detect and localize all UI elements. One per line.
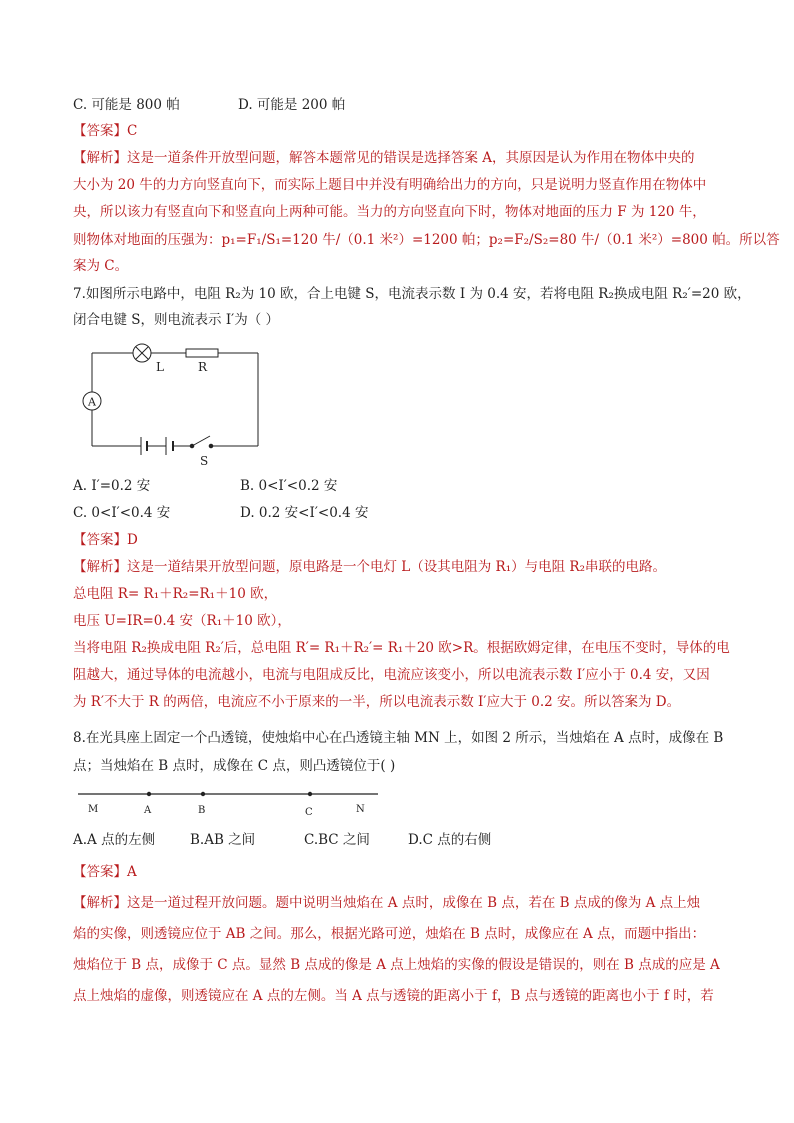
analysis-line: 阻越大，通过导体的电流越小，电流与电阻成反比，电流应该变小，所以电流表示数 I′应小于 0.4 安，又因 (73, 667, 710, 683)
answer-tag: 【答案】 (73, 864, 127, 880)
option-d: D. 可能是 200 帕 (238, 97, 346, 113)
analysis-line: 当将电阻 R₂换成电阻 R₂′后，总电阻 R′= R₁＋R₂′= R₁＋20 欧>R。根据欧姆定律，在电压不变时，导体的电 (73, 640, 730, 656)
answer-line (73, 530, 138, 550)
option-a: A. I′=0.2 安 (73, 478, 151, 494)
analysis-line: 为 R′不大于 R 的两倍，电流应不小于原来的一半，所以电流表示数 I′应大于 0.2 安。所以答案为 D。 (73, 694, 681, 710)
option-d: D. 0.2 安<I′<0.4 安 (240, 505, 369, 521)
label-c: C (305, 807, 313, 818)
analysis-line: 大小为 20 牛的力方向竖直向下，而实际上题目中并没有明确给出力的方向，只是说明力竖直作用在物体中 (73, 177, 707, 193)
analysis-line: 电压 U=IR=0.4 安（R₁＋10 欧）， (73, 613, 291, 629)
answer-line (73, 862, 137, 882)
analysis-text: 这是一道过程开放问题。题中说明当烛焰在 A 点时，成像在 B 点，若在 B 点成的像为 A 点上烛 (127, 895, 701, 911)
analysis-tag: 【解析】 (73, 150, 127, 166)
option-d: D.C 点的右侧 (408, 832, 492, 848)
analysis-line: 焰的实像，则透镜应位于 AB 之间。那么，根据光路可逆，烛焰在 B 点时，成像应在 A 点，而题中指出： (73, 926, 706, 942)
analysis-line (73, 148, 695, 168)
analysis-text: 这是一道结果开放型问题，原电路是一个电灯 L（设其电阻为 R₁）与电阻 R₂串联的电路。 (127, 559, 666, 575)
switch-symbol (190, 436, 213, 448)
analysis-line (73, 893, 700, 913)
analysis-line: 则物体对地面的压强为：p₁=F₁/S₁=120 牛/（0.1 米²）=1200 帕；p₂=F₂/S₂=80 牛/（0.1 米²）=800 帕。所以答 (73, 232, 780, 248)
label-a: A (144, 805, 152, 816)
point-c (308, 792, 312, 796)
question-stem: 点；当烛焰在 B 点时，成像在 C 点，则凸透镜位于( ) (73, 758, 396, 774)
ammeter-label: A (88, 395, 96, 409)
resistor-label: R (198, 360, 208, 374)
optical-axis-diagram (78, 788, 383, 820)
lamp-label: L (156, 360, 164, 374)
answer-value: A (127, 864, 137, 880)
ammeter-symbol (83, 392, 101, 410)
circuit-diagram (78, 338, 278, 470)
analysis-line: 总电阻 R= R₁＋R₂=R₁＋10 欧， (73, 586, 278, 602)
answer-line (73, 121, 137, 141)
answer-value: D (127, 532, 138, 548)
analysis-tag: 【解析】 (73, 559, 127, 575)
analysis-line: 烛焰位于 B 点，成像于 C 点。显然 B 点成的像是 A 点上烛焰的实像的假设是错误的，则在 B 点成的应是 A (73, 957, 720, 973)
battery-symbol (141, 437, 173, 455)
option-b: B.AB 之间 (190, 832, 256, 848)
analysis-line (73, 557, 666, 577)
question-stem: 8.在光具座上固定一个凸透镜，使烛焰中心在凸透镜主轴 MN 上，如图 2 所示，当烛焰在 A 点时，成像在 B (73, 730, 724, 746)
label-n: N (356, 804, 365, 815)
label-m: M (88, 804, 99, 815)
analysis-line: 点上烛焰的虚像，则透镜应在 A 点的左侧。当 A 点与透镜的距离小于 f，B 点与透镜的距离也小于 f 时，若 (73, 988, 714, 1004)
resistor-symbol (186, 349, 218, 357)
question-stem: 闭合电键 S，则电流表示 I′为（ ） (73, 312, 280, 328)
option-c: C.BC 之间 (304, 832, 370, 848)
option-b: B. 0<I′<0.2 安 (240, 478, 338, 494)
analysis-line: 央，所以该力有竖直向下和竖直向上两种可能。当力的方向竖直向下时，物体对地面的压力 F 为 120 牛， (73, 204, 706, 220)
label-b: B (198, 805, 206, 816)
answer-tag: 【答案】 (73, 532, 127, 548)
answer-tag: 【答案】 (73, 123, 127, 139)
analysis-tag: 【解析】 (73, 895, 127, 911)
option-c: C. 0<I′<0.4 安 (73, 505, 171, 521)
question-stem: 7.如图所示电路中，电阻 R₂为 10 欧，合上电键 S，电流表示数 I 为 0.4 安，若将电阻 R₂换成电阻 R₂′=20 欧， (73, 286, 751, 302)
point-b (201, 792, 205, 796)
analysis-text: 这是一道条件开放型问题，解答本题常见的错误是选择答案 A，其原因是认为作用在物体中央的 (127, 150, 695, 166)
answer-value: C (127, 123, 138, 139)
point-a (147, 792, 151, 796)
option-a: A.A 点的左侧 (73, 832, 156, 848)
lamp-symbol (133, 344, 151, 362)
option-c: C. 可能是 800 帕 (73, 97, 180, 113)
switch-label: S (200, 454, 209, 468)
analysis-line: 案为 C。 (73, 258, 129, 274)
